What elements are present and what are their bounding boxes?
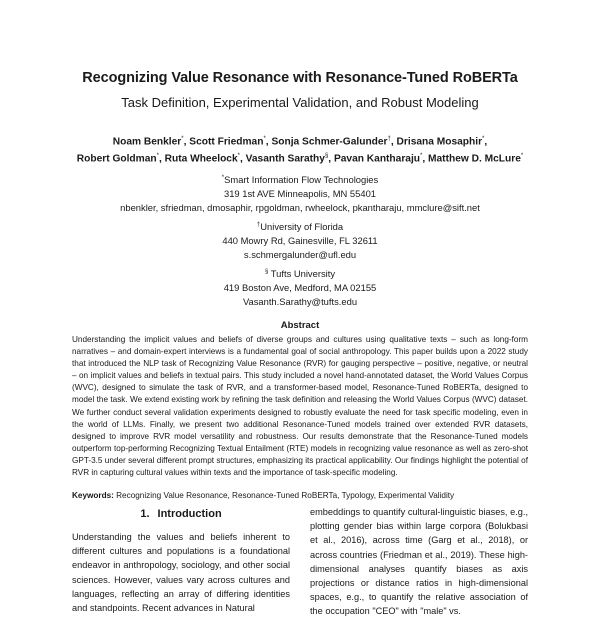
keywords bbox=[72, 490, 528, 502]
author-name: Robert Goldman bbox=[76, 153, 157, 165]
right-column bbox=[310, 505, 528, 619]
author-affiliation-mark: * bbox=[181, 136, 184, 142]
affiliation-name: Smart Information Flow Technologies bbox=[224, 174, 379, 186]
intro-paragraph-continued: embeddings to quantify cultural-linguistic biases, e.g., plotting gender bias within large corpora (Bolukbasi et al., 2016), across time (Garg et al., 2018), or across countries (Friedman et al., 2019). These high-dimensional analyses quantify biases as axis projections or distance ratios in high-dimensional spaces, e.g., to quantify the relative association of the occupation "CEO" with "male" vs. bbox=[310, 507, 528, 617]
keywords-list: Recognizing Value Resonance, Resonance-Tuned RoBERTa, Typology, Experimental Validity bbox=[116, 491, 455, 500]
author-list bbox=[40, 132, 560, 167]
affiliation-address: 440 Mowry Rd, Gainesville, FL 32611 bbox=[222, 234, 378, 246]
author-affiliation-mark: † bbox=[387, 136, 391, 142]
paper-title: Recognizing Value Resonance with Resonance-Tuned RoBERTa bbox=[82, 70, 518, 86]
section-number: 1. bbox=[140, 508, 150, 520]
author-name: Scott Friedman bbox=[189, 136, 264, 148]
author-name: Drisana Mosaphir bbox=[396, 136, 483, 148]
affiliation-sift bbox=[40, 172, 560, 215]
affiliation-name: Tufts University bbox=[270, 268, 336, 280]
affiliation-ufl bbox=[40, 219, 560, 262]
author-name: Sonja Schmer-Galunder bbox=[271, 136, 388, 148]
affiliation-mark: § bbox=[264, 269, 269, 275]
affiliation-address: 419 Boston Ave, Medford, MA 02155 bbox=[223, 281, 377, 293]
paper-subtitle: Task Definition, Experimental Validation, and Robust Modeling bbox=[121, 95, 479, 110]
affiliation-email: Vasanth.Sarathy@tufts.edu bbox=[242, 295, 358, 307]
author-affiliation-mark: * bbox=[520, 153, 524, 160]
author-name: Noam Benkler bbox=[112, 136, 182, 148]
author-name: Pavan Kantharaju bbox=[333, 153, 421, 165]
affiliation-name: University of Florida bbox=[260, 221, 344, 233]
affiliation-address: 319 1st AVE Minneapolis, MN 55401 bbox=[224, 187, 376, 199]
affiliation-email: nbenkler, sfriedman, dmosaphir, rpgoldman, rwheelock, pkantharaju, mmclure@sift.net bbox=[120, 201, 480, 213]
keywords-label: Keywords: bbox=[72, 491, 114, 500]
author-affiliation-mark: * bbox=[237, 153, 240, 160]
abstract-body: Understanding the implicit values and beliefs of diverse groups and cultures using qualitative texts – such as long-form narratives – and domain-expert interviews is a fundamental goal of social anthropology. This paper builds upon a 2022 study that introduced the NLP task of Recognizing Value Resonance (RVR) for gauging perspective – positive, negative, or neutral – on implicit values and beliefs in textual pairs. This study included a novel hand-annotated dataset, the World Values Corpus (WVC), designed to simulate the task of RVR, and a transformer-based model, Resonance-Tuned RoBERTa, designed to model the task. We extend existing work by refining the task definition and releasing the World Values Corpus (WVC) dataset. We further conduct several validation experiments designed to robustly evaluate the need for task specific modeling, even in the world of LLMs. Finally, we present two additional Resonance-Tuned models trained over extended RVR datasets, designed to improve RVR model versatility and robustness. Our results demonstrate that the Resonance-Tuned models outperform top-performing Recognizing Textual Entailment (RTE) models in recognizing value resonance as well as zero-shot GPT-3.5 under several different prompt structures, emphasizing its practical applicability. Our findings highlight the potential of RVR in capturing cultural values within texts and the importance of task-specific modeling. bbox=[72, 335, 528, 478]
author-line: Noam Benkler*, Scott Friedman*, Sonja Schmer-Galunder†, Drisana Mosaphir*, bbox=[112, 136, 488, 148]
left-column bbox=[72, 508, 290, 615]
affiliation-tufts bbox=[40, 266, 560, 309]
author-affiliation-mark: § bbox=[324, 153, 329, 160]
affiliation-email: s.schmergalunder@ufl.edu bbox=[243, 248, 357, 260]
author-affiliation-mark: * bbox=[263, 136, 266, 142]
section-title: Introduction bbox=[157, 508, 222, 520]
abstract-heading: Abstract bbox=[280, 320, 320, 331]
author-line: Robert Goldman*, Ruta Wheelock*, Vasanth Sarathy§, Pavan Kantharaju*, Matthew D. McLure* bbox=[76, 153, 524, 165]
author-affiliation-mark: * bbox=[420, 153, 423, 160]
intro-paragraph: Understanding the values and beliefs inherent to different cultures and populations is a foundational endeavor in anthropology, sociology, and other social sciences. However, values vary across cultures and languages, reflecting an array of differing identities and standpoints. Recent advances in Natural bbox=[72, 532, 290, 614]
affiliation-mark: * bbox=[221, 175, 225, 181]
author-name: Matthew D. McLure bbox=[428, 153, 521, 165]
author-name: Ruta Wheelock bbox=[164, 153, 238, 165]
author-affiliation-mark: * bbox=[156, 153, 159, 160]
author-name: Vasanth Sarathy bbox=[245, 153, 325, 165]
author-affiliation-mark: * bbox=[482, 136, 485, 142]
section-heading bbox=[72, 508, 290, 520]
affiliation-mark: † bbox=[256, 222, 261, 228]
